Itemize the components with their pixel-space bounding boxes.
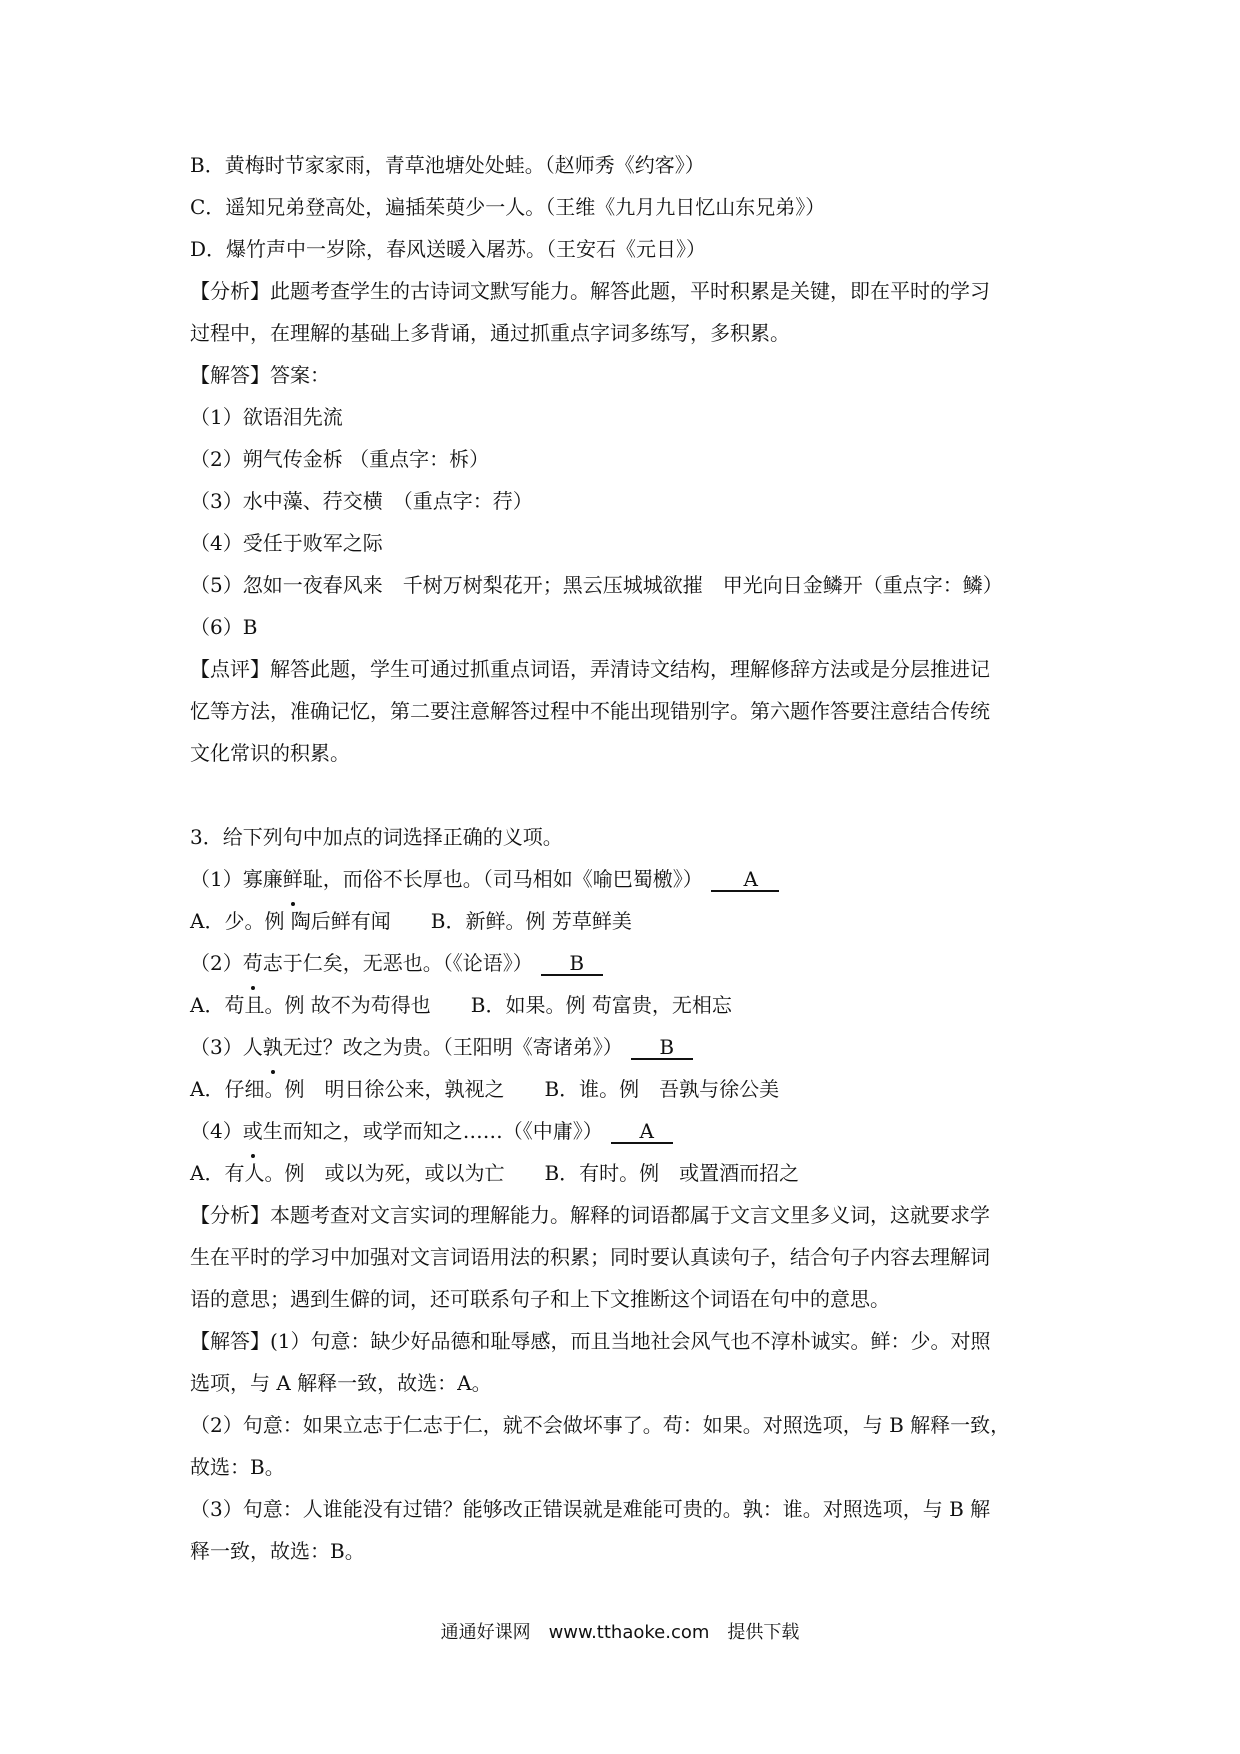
answer-blank: A (611, 1120, 673, 1144)
dotted-word: 孰 (263, 1026, 283, 1068)
option-line: B．黄梅时节家家雨，青草池塘处处蛙。（赵师秀《约客》） (190, 153, 705, 177)
q2-analysis: 【分析】此题考查学生的古诗词文默写能力。解答此题，平时积累是关键，即在平时的学习 (190, 279, 990, 303)
q3-item-sentence (190, 858, 1070, 900)
q3-solution: 选项，与 A 解释一致，故选：A。 (190, 1371, 492, 1395)
sentence-pre: （4） (190, 1119, 243, 1143)
sentence-pre: （3）人 (190, 1035, 263, 1059)
q3-analysis: 生在平时的学习中加强对文言词语用法的积累；同时要认真读句子，结合句子内容去理解词 (190, 1245, 990, 1269)
sentence-pre: （2） (190, 951, 243, 975)
dotted-word: 或 (243, 1110, 263, 1152)
q3-item-options: A．少。例 陶后鲜有闻 B．新鲜。例 芳草鲜美 (190, 909, 632, 933)
option-line: D．爆竹声中一岁除，春风送暖入屠苏。（王安石《元日》） (190, 237, 707, 261)
q3-analysis: 【分析】本题考查对文言实词的理解能力。解释的词语都属于文言文里多义词，这就要求学 (190, 1203, 990, 1227)
q3-item-options: A．仔细。例 明日徐公来，孰视之 B．谁。例 吾孰与徐公美 (190, 1077, 780, 1101)
q3-solution: 释一致，故选：B。 (190, 1539, 365, 1563)
q2-answer: （4）受任于败军之际 (190, 531, 383, 555)
answer-blank: B (541, 952, 603, 976)
answer-blank: A (711, 868, 779, 892)
q2-analysis: 过程中，在理解的基础上多背诵，通过抓重点字词多练写，多积累。 (190, 321, 790, 345)
spacer (190, 774, 1070, 816)
q3-item-sentence (190, 1110, 1070, 1152)
q3-solution: 故选：B。 (190, 1455, 285, 1479)
q2-answer: （5）忽如一夜春风来 千树万树梨花开；黑云压城城欲摧 甲光向日金鳞开（重点字：鳞） (190, 573, 1003, 597)
q2-answer: （6）B (190, 615, 258, 639)
q2-answer: （1）欲语泪先流 (190, 405, 343, 429)
document-body (190, 144, 1070, 1572)
q2-comment: 【点评】解答此题，学生可通过抓重点词语，弄清诗文结构，理解修辞方法或是分层推进记 (190, 657, 990, 681)
q2-answer: （3）水中藻、荇交横 （重点字：荇） (190, 489, 533, 513)
sentence-post: 志于仁矣，无恶也。（《论语》） (262, 951, 533, 975)
q3-title: 3．给下列句中加点的词选择正确的义项。 (190, 825, 563, 849)
sentence-post: 无过？改之为贵。（王阳明《寄诸弟》） (282, 1035, 623, 1059)
sentence-post: 耻，而俗不长厚也。（司马相如《喻巴蜀檄》） (302, 867, 703, 891)
answer-blank: B (631, 1036, 693, 1060)
q3-solution: 【解答】(1）句意：缺少好品德和耻辱感，而且当地社会风气也不淳朴诚实。鲜：少。对照 (190, 1329, 991, 1353)
q3-item-options: A．苟且。例 故不为苟得也 B．如果。例 苟富贵，无相忘 (190, 993, 732, 1017)
q3-item-options: A．有人。例 或以为死，或以为亡 B．有时。例 或置酒而招之 (190, 1161, 800, 1185)
dotted-word: 苟 (243, 942, 263, 984)
q3-item-sentence (190, 942, 1070, 984)
q3-analysis: 语的意思；遇到生僻的词，还可联系句子和上下文推断这个词语在句中的意思。 (190, 1287, 890, 1311)
q2-comment: 文化常识的积累。 (190, 741, 350, 765)
q2-comment: 忆等方法，准确记忆，第二要注意解答过程中不能出现错别字。第六题作答要注意结合传统 (190, 699, 990, 723)
page-footer: 通通好课网 www.tthaoke.com 提供下载 (440, 1622, 800, 1643)
q3-solution: （3）句意：人谁能没有过错？能够改正错误就是难能可贵的。孰：谁。对照选项，与 B 解 (190, 1497, 991, 1521)
option-line: C．遥知兄弟登高处，遍插茱萸少一人。（王维《九月九日忆山东兄弟》） (190, 195, 826, 219)
q3-solution: （2）句意：如果立志于仁志于仁，就不会做坏事了。苟：如果。对照选项，与 B 解释一致， (190, 1413, 1011, 1437)
dotted-word: 鲜 (283, 858, 303, 900)
q3-item-sentence (190, 1026, 1070, 1068)
sentence-pre: （1）寡廉 (190, 867, 283, 891)
sentence-post: 生而知之，或学而知之……（《中庸》） (262, 1119, 603, 1143)
q2-answer: （2）朔气传金柝 （重点字：柝） (190, 447, 490, 471)
q2-answer-header: 【解答】答案： (190, 363, 330, 387)
